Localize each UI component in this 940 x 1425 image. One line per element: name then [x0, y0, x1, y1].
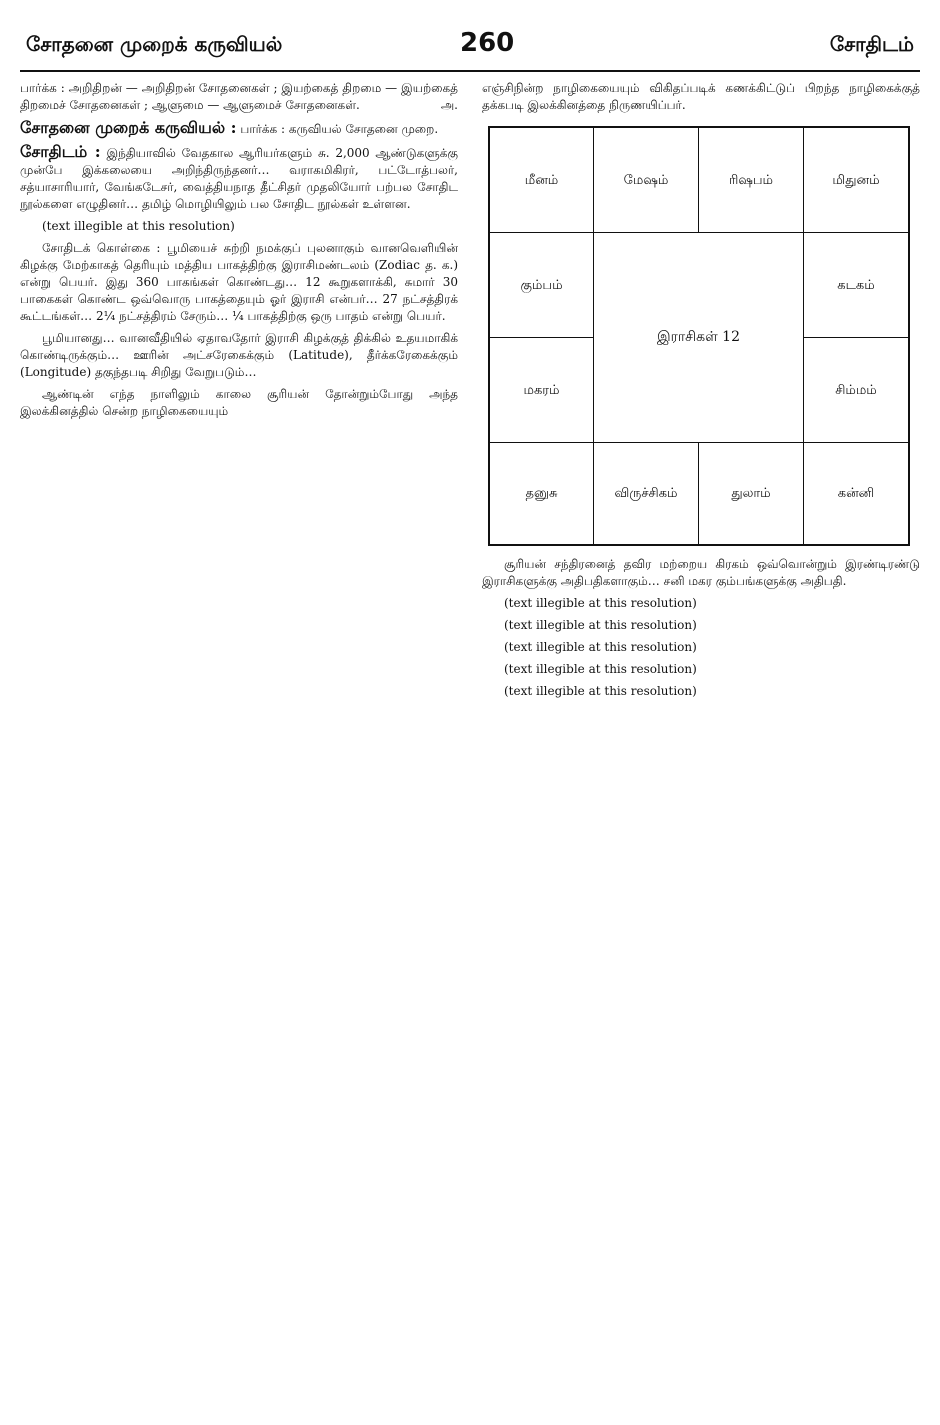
chart-cell-kumbam: கும்பம் [490, 233, 594, 338]
chart-cell-kadagam: கடகம் [804, 233, 908, 338]
header-rule [20, 70, 920, 72]
body-paragraph: (text illegible at this resolution) [504, 640, 697, 654]
entry-headword: சோதிடம் : [20, 142, 101, 161]
body-paragraph: ஆண்டின் எந்த நாளிலும் காலை சூரியன் தோன்றும்போது அந்த இலக்கினத்தில் சென்ற நாழிகையையும் [20, 387, 458, 418]
cross-reference-paragraph: பார்க்க : அறிதிறன் — அறிதிறன் சோதனைகள் ; இயற்கைத் திறமை — இயற்கைத் திறமைச் சோதனைகள் ; ஆளுமை — ஆளுமைச் சோதனைகள். அ. [20, 81, 458, 112]
body-paragraph: சோதிடக் கொள்கை : பூமியைச் சுற்றி நமக்குப் புலனாகும் வானவெளியின் கிழக்கு மேற்காகத் தெரியும் மத்திய பாகத்திற்கு இராசிமண்டலம் (Zodiac த. க.) என்று பெயர். இது 360 பாகங்கள் கொண்டது… 12 கூறுகளாக்கி, சுமார் 30 பாகைகள் கொண்ட ஒவ்வொரு பாகத்தையும் ஓர் இராசி என்பர்… 27 நட்சத்திரக் கூட்டங்கள்… 2¼ நட்சத்திரம் சேரும்… ¼ பாகத்திற்கு ஒரு பாதம் என்று பெயர். [20, 241, 459, 323]
running-head [20, 22, 920, 66]
chart-cell-simmam: சிம்மம் [804, 338, 908, 443]
body-paragraph: (text illegible at this resolution) [504, 662, 697, 676]
page-number: 260 [460, 28, 515, 58]
body-paragraph: (text illegible at this resolution) [504, 618, 697, 632]
left-column [20, 80, 458, 425]
chart-center-label: இராசிகள் 12 [594, 233, 804, 443]
right-column [482, 80, 920, 705]
entry-sothidam: சோதிடம் : இந்தியாவில் வேதகால ஆரியர்களும் சு. 2,000 ஆண்டுகளுக்கு முன்பே இக்கலையை அறிந்திருந்தனர்… வராகமிகிரர், பட்டோத்பலர், சத்யாசாரியார், வேங்கடேசர், வைத்தியநாத தீட்சிதர் முதலியோர் பற்பல சோதிட நூல்களை எழுதினர்… தமிழ் மொழியிலும் பல சோதிட நூல்கள் உள்ளன. [20, 142, 458, 211]
running-head-right: சோதிடம் [829, 32, 914, 56]
author-initial: அ. [440, 98, 458, 112]
body-paragraph: பூமியானது… வானவீதியில் ஏதாவதோர் இராசி கிழக்குத் திக்கில் உதயமாகிக் கொண்டிருக்கும்… ஊரின் அட்சரேகைக்கும் (Latitude), தீர்க்கரேகைக்கும் (Longitude) தகுந்தபடி சிறிது வேறுபடும்… [20, 331, 458, 379]
chart-cell-rishabam: ரிஷபம் [699, 128, 804, 233]
entry-headword: சோதனை முறைக் கருவியல் : [20, 118, 237, 137]
chart-cell-viruchigam: விருச்சிகம் [594, 443, 699, 544]
chart-cell-thulam: துலாம் [699, 443, 804, 544]
chart-cell-mithunam: மிதுனம் [804, 128, 908, 233]
body-paragraph: (text illegible at this resolution) [42, 219, 235, 233]
chart-cell-magaram: மகரம் [490, 338, 594, 443]
chart-cell-thanusu: தனுசு [490, 443, 594, 544]
english-term: Zodiac [379, 258, 421, 272]
body-paragraph: (text illegible at this resolution) [504, 684, 697, 698]
chart-cell-mesham: மேஷம் [594, 128, 699, 233]
zodiac-chart [488, 126, 910, 546]
running-head-left: சோதனை முறைக் கருவியல் [26, 32, 283, 56]
chart-cell-kanni: கன்னி [837, 486, 875, 501]
chart-cell-meenam: மீனம் [490, 128, 594, 233]
body-paragraph: சூரியன் சந்திரனைத் தவிர மற்றைய கிரகம் ஒவ்வொன்றும் இரண்டிரண்டு இராசிகளுக்கு அதிபதிகளாகும்… சனி மகர கும்பங்களுக்கு அதிபதி. [482, 557, 920, 588]
entry-sothanai-murai-karuviyal: சோதனை முறைக் கருவியல் : பார்க்க : கருவியல் சோதனை முறை. [20, 118, 439, 137]
body-paragraph: (text illegible at this resolution) [504, 596, 697, 610]
english-term: Latitude [293, 348, 345, 362]
body-paragraph: எஞ்சிநின்ற நாழிகையையும் விகிதப்படிக் கணக்கிட்டுப் பிறந்த நாழிகைக்குத் தக்கபடி இலக்கினத்தை நிருணயிப்பர். [482, 81, 920, 112]
english-term: Longitude [24, 365, 87, 379]
